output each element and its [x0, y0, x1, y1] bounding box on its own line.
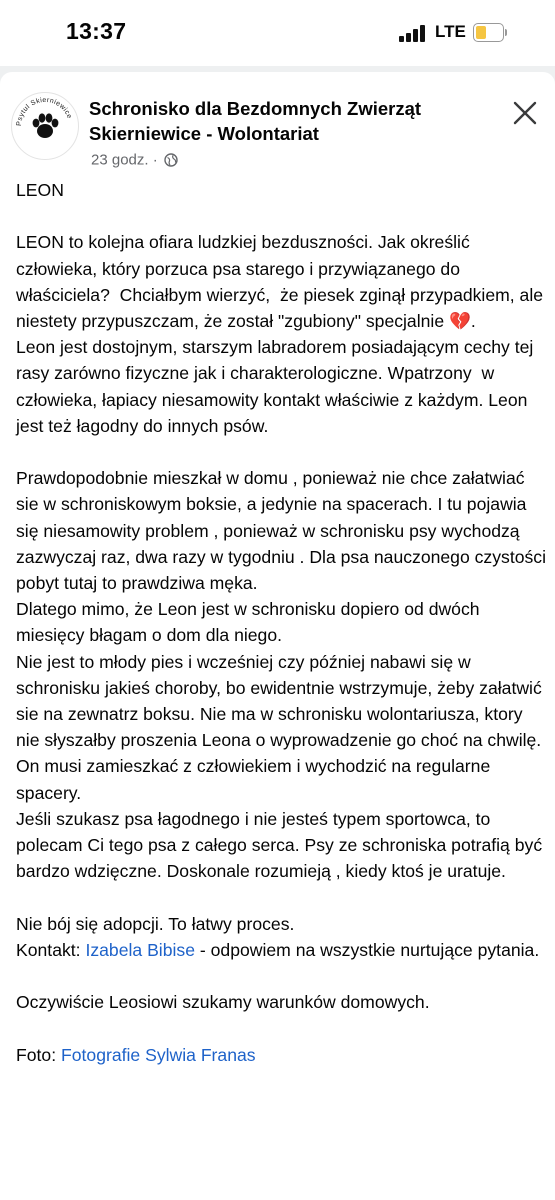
page-name-link[interactable]: Schronisko dla Bezdomnych Zwierząt Skierniewice - Wolontariat: [89, 98, 422, 144]
photo-label: Foto:: [16, 1044, 61, 1065]
post-paragraph-2: Prawdopodobnie mieszkał w domu , ponieważ nie chce załatwiać sie w schroniskowym boksie, a jedynie na spacerach. I tu pojawia się niesamowity problem , ponieważ w schronisku psy wychodzą zazwyczaj raz, dwa razy w tygodniu . Dla psa nauczonego czystości pobyt tutaj to prawdziwa męka. Dlatego mimo, że Leon jest w schronisku dopiero od dwóch miesięcy błagam o dom dla niego. Nie jest to młody pies i wcześniej czy później nabawi się w schronisku jakieś choroby, bo ewidentnie wstrzymuje, żeby załatwić sie na zewnatrz boksu. Nie ma w schronisku wolontariusza, ktory nie słyszałby proszenia Leona o wyprowadzenie go choć na chwilę. On musi zamieszkać z człowiekiem i wychodzić na regularne spacery. Jeśli szukasz psa łagodnego i nie jesteś typem sportowca, to polecam Ci tego psa z całego serca. Psy ze schroniska potrafią być bardzo wdzięczne. Doskonale rozumieją , kiedy ktoś je uratuje.: [16, 468, 547, 882]
post-card: [0, 72, 555, 1200]
post-timestamp[interactable]: 23 godz. ·: [91, 151, 158, 169]
cellular-signal-icon: [399, 25, 427, 42]
avatar-ring-text: Psytul Skierniewice: [15, 96, 73, 127]
contact-text: - odpowiem na wszystkie nurtujące pytania.: [195, 939, 540, 960]
post-meta: [91, 151, 178, 169]
contact-label: Kontakt:: [16, 939, 86, 960]
status-bar: [0, 0, 555, 66]
close-icon[interactable]: [512, 100, 538, 126]
page-avatar[interactable]: [11, 92, 79, 160]
paw-icon: [12, 93, 78, 159]
network-type: LTE: [435, 22, 466, 41]
post-paragraph-4: Oczywiście Leosiowi szukamy warunków domowych.: [16, 992, 430, 1013]
photo-credit-link[interactable]: Fotografie Sylwia Franas: [60, 1044, 256, 1065]
post-paragraph-1: LEON to kolejna ofiara ludzkiej bezduszności. Jak określić człowieka, który porzuca psa starego i przywiązanego do właściciela? Chciałbym wierzyć, że piesek zginął przypadkiem, ale niestety przypuszczam, że został "zgubiony" specjalnie 💔. Leon jest dostojnym, starszym labradorem posiadającym cechy tej rasy zarówno fizyczne jak i charakterologiczne. Wpatrzony w człowieka, łapiacy niesamowity kontakt właściwie z każdym. Leon jest też łagodny do innych psów.: [16, 232, 544, 436]
svg-text:Psytul Skierniewice: [16, 97, 73, 126]
battery-icon: [473, 23, 507, 42]
globe-icon: [164, 153, 178, 167]
post-title: LEON: [16, 180, 64, 200]
contact-person-link[interactable]: Izabela Bibise: [85, 939, 195, 960]
status-time: 13:37: [66, 18, 127, 44]
post-text: [16, 177, 546, 1068]
post-paragraph-3: Nie bój się adopcji. To łatwy proces.: [16, 913, 295, 934]
